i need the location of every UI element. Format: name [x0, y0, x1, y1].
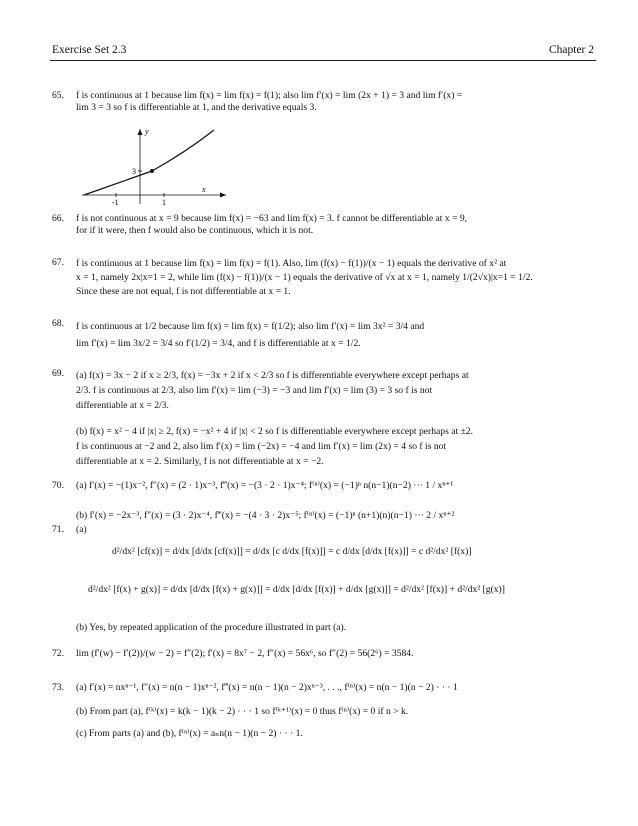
text-line: differentiable at x = 2. Similarly, f is not differentiable at x = −2.: [76, 456, 324, 467]
exercise-68: [52, 318, 592, 354]
text-line: f is continuous at 1 because lim f(x) = lim f(x) = f(1); also lim f′(x) = lim (2x + 1) = 3 and lim f′(x) =: [76, 90, 463, 101]
x-tick-label-pos: 1: [162, 198, 166, 206]
text-line: lim (f′(w) − f′(2))/(w − 2) = f″(2); f′(x) = 8x⁷ − 2, f″(x) = 56x⁶, so f″(2) = 56(2⁶) = 3584.: [76, 648, 414, 659]
x-axis-label: x: [202, 185, 206, 194]
exercise-65: [52, 90, 592, 116]
function-graph: [80, 124, 230, 206]
exercise-67: [52, 257, 592, 299]
exercise-number: 71.: [52, 524, 64, 535]
exercise-72: [52, 648, 592, 668]
text-line: (b) f(x) = x² − 4 if |x| ≥ 2, f(x) = −x² + 4 if |x| < 2 so f is differentiable everywhere except perhaps at ±2.: [76, 426, 473, 437]
exercise-number: 73.: [52, 682, 64, 693]
part-b-line: (b) From part (a), f⁽ᵏ⁾(x) = k(k − 1)(k − 2) · · · 1 so f⁽ᵏ⁺¹⁾(x) = 0 thus f⁽ⁿ⁾(x) = 0 if n > k.: [76, 706, 409, 717]
exercise-number: 68.: [52, 318, 64, 329]
text-line: x = 1, namely 2x|x=1 = 2, while lim (f(x) − f(1))/(x − 1) equals the derivative of √x at x = 1, namely 1/(2√x)|x=1 = 1/2.: [76, 272, 533, 283]
text-line: lim 3 = 3 so f is differentiable at 1, and the derivative equals 3.: [76, 102, 317, 113]
text-line: lim f′(x) = lim 3x/2 = 3/4 so f′(1/2) = 3/4, and f is differentiable at x = 1/2.: [76, 338, 361, 349]
part-b-line: (b) Yes, by repeated application of the procedure illustrated in part (a).: [76, 622, 347, 633]
text-line: 2/3. f is continuous at 2/3, also lim f′(x) = lim (−3) = −3 and lim f′(x) = lim (3) = 3 so f is not: [76, 385, 433, 396]
text-line: f is continuous at −2 and 2, also lim f′(x) = lim (−2x) = −4 and lim f′(x) = lim (2x) = 4 so f is not: [76, 441, 447, 452]
part-a: [76, 368, 592, 413]
exercise-number: 65.: [52, 90, 64, 101]
exercise-number: 70.: [52, 480, 64, 491]
parabola-piece: [152, 130, 214, 171]
part-c-line: (c) From parts (a) and (b), f⁽ⁿ⁾(x) = aₙn(n − 1)(n − 2) · · · 1.: [76, 728, 303, 739]
exercise-73: [52, 682, 592, 746]
exercise-70: [52, 480, 592, 528]
text-line: for if it were, then f would also be continuous, which it is not.: [76, 225, 314, 236]
part-a-label: (a): [76, 524, 87, 535]
text-line: f is not continuous at x = 9 because lim f(x) = −63 and lim f(x) = 3. f cannot be differentiable at x = 9,: [76, 213, 468, 224]
y-tick-label: 3: [132, 167, 136, 176]
x-tick-label-neg: -1: [112, 198, 119, 206]
exercise-66: [52, 213, 592, 239]
y-axis-label: y: [145, 127, 149, 136]
exercise-number: 72.: [52, 648, 64, 659]
exercise-number: 69.: [52, 368, 64, 379]
exercise-number: 67.: [52, 257, 64, 268]
equation-constant-multiple: d²/dx² [cf(x)] = d/dx [d/dx [cf(x)]] = d/dx [c d/dx [f(x)]] = c d/dx [d/dx [f(x)]] = c d²/dx² [f(x)]: [112, 546, 472, 557]
part-a-line: (a) f′(x) = −(1)x⁻², f″(x) = (2 · 1)x⁻³, f‴(x) = −(3 · 2 · 1)x⁻⁴; f⁽ⁿ⁾(x) = (−1)ⁿ n(n−1)(n−2) ··· 1 / xⁿ⁺¹: [76, 480, 454, 491]
header-left: Exercise Set 2.3: [52, 44, 127, 56]
header-right: Chapter 2: [548, 44, 594, 56]
text-line: f is continuous at 1 because lim f(x) = lim f(x) = f(1). Also, lim (f(x) − f(1))/(x − 1) equals the derivative of x² at: [76, 258, 507, 269]
join-point: [150, 169, 154, 173]
x-axis-arrow: [220, 193, 226, 198]
part-b: [76, 424, 592, 469]
header-rule: [50, 60, 596, 61]
part-b-line: (b) f′(x) = −2x⁻³, f″(x) = (3 · 2)x⁻⁴, f‴(x) = −(4 · 3 · 2)x⁻⁵; f⁽ⁿ⁾(x) = (−1)ⁿ (n+1)(n)(n−1) ··· 2 / xⁿ⁺²: [76, 510, 455, 521]
y-axis-arrow: [138, 129, 143, 135]
exercise-69: [52, 368, 592, 468]
exercise-71: [52, 524, 592, 640]
line-piece: [84, 171, 152, 195]
part-a-line: (a) f′(x) = nxⁿ⁻¹, f″(x) = n(n − 1)xⁿ⁻², f‴(x) = n(n − 1)(n − 2)xⁿ⁻³, . . ., f⁽ⁿ⁾(x) = n(n − 1)(n − 2) · · · 1: [76, 682, 458, 693]
text-line: f is continuous at 1/2 because lim f(x) = lim f(x) = f(1/2); also lim f′(x) = lim 3x² = 3/4 and: [76, 321, 425, 332]
text-line: differentiable at x = 2/3.: [76, 400, 169, 411]
equation-sum-rule: d²/dx² [f(x) + g(x)] = d/dx [d/dx [f(x) + g(x)]] = d/dx [d/dx [f(x)] + d/dx [g(x)]] = d²/dx² [f(x)] + d²/dx² [g(x)]: [88, 584, 505, 595]
text-line: Since these are not equal, f is not differentiable at x = 1.: [76, 286, 291, 297]
exercise-number: 66.: [52, 213, 64, 224]
text-line: (a) f(x) = 3x − 2 if x ≥ 2/3, f(x) = −3x + 2 if x < 2/3 so f is differentiable everywhere except perhaps at: [76, 370, 469, 381]
